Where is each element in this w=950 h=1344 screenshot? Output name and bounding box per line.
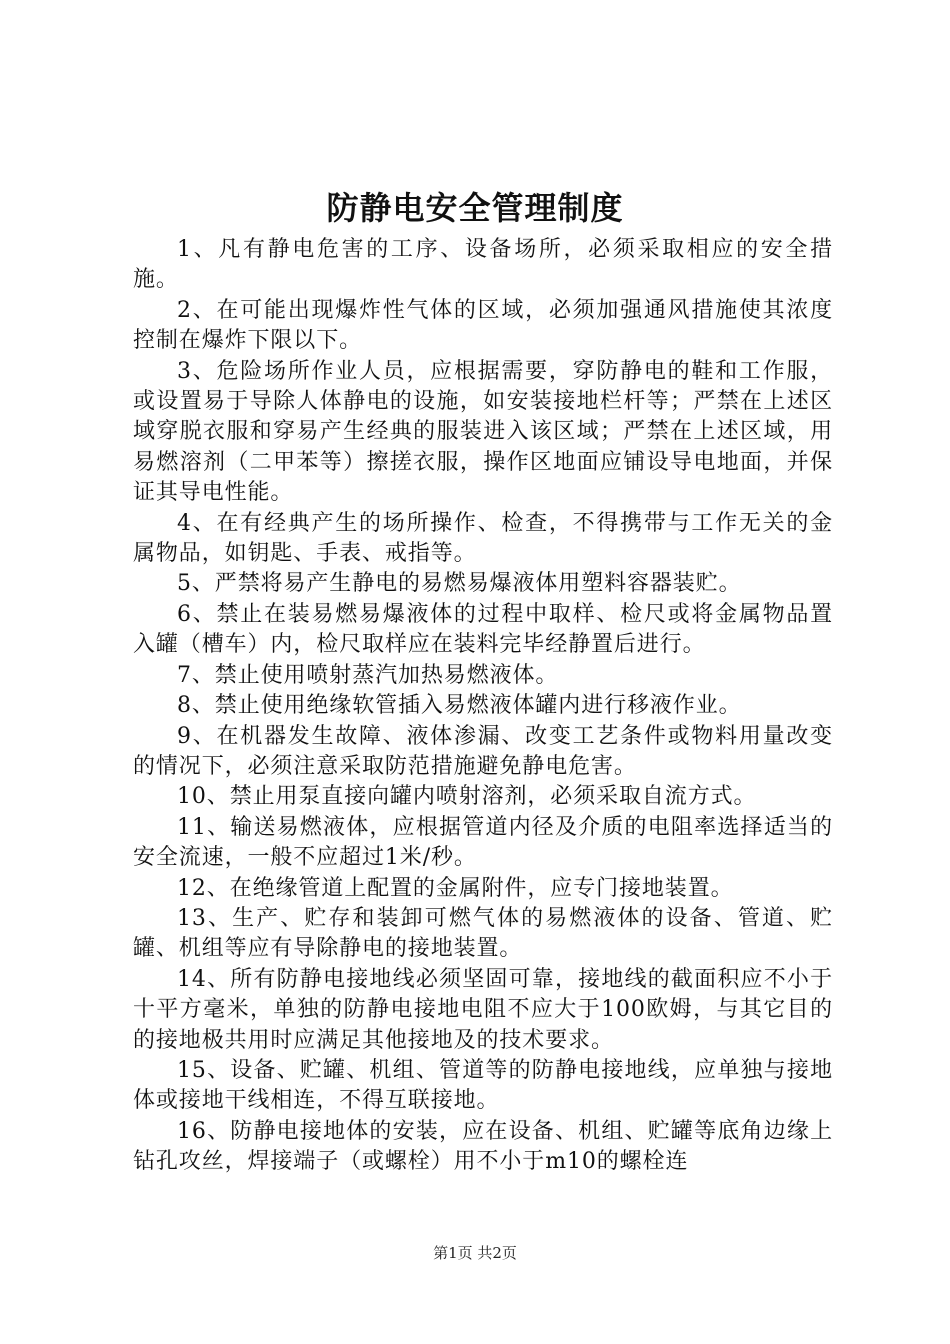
paragraph-8: 8、禁止使用绝缘软管插入易燃液体罐内进行移液作业。 [177, 693, 742, 719]
paragraph-11: 11、输送易燃液体，应根据管道内径及介质的电阻率选择适当的安全流速，一般不应超过1米/秒。 [133, 814, 833, 871]
paragraph-10: 10、禁止用泵直接向罐内喷射溶剂，必须采取自流方式。 [177, 784, 757, 810]
document-title: 防静电安全管理制度 [326, 189, 624, 227]
paragraph-9: 9、在机器发生故障、液体渗漏、改变工艺条件或物料用量改变的情况下，必须注意采取防范措施避免静电危害。 [133, 723, 833, 779]
paragraph-1: 1、凡有静电危害的工序、设备场所，必须采取相应的安全措施。 [133, 237, 833, 293]
paragraph-7: 7、禁止使用喷射蒸汽加热易燃液体。 [177, 662, 559, 688]
paragraph-15: 15、设备、贮罐、机组、管道等的防静电接地线，应单独与接地体或接地干线相连，不得互联接地。 [133, 1057, 833, 1114]
paragraph-16: 16、防静电接地体的安装，应在设备、机组、贮罐等底角边缘上钻孔攻丝，焊接端子（或螺栓）用不小于m10的螺栓连 [133, 1118, 833, 1175]
page-number-footer: 第1页 共2页 [433, 1244, 517, 1262]
paragraph-13: 13、生产、贮存和装卸可燃气体的易燃液体的设备、管道、贮罐、机组等应有导除静电的接地装置。 [133, 905, 833, 962]
document-body [133, 235, 833, 1178]
paragraph-4: 4、在有经典产生的场所操作、检查，不得携带与工作无关的金属物品，如钥匙、手表、戒指等。 [133, 510, 833, 567]
paragraph-5: 5、严禁将易产生静电的易燃易爆液体用塑料容器装贮。 [177, 571, 742, 597]
paragraph-2: 2、在可能出现爆炸性气体的区域，必须加强通风措施使其浓度控制在爆炸下限以下。 [133, 297, 833, 354]
paragraph-6: 6、禁止在装易燃易爆液体的过程中取样、检尺或将金属物品置入罐（槽车）内，检尺取样应在装料完毕经静置后进行。 [133, 601, 833, 658]
paragraph-14: 14、所有防静电接地线必须坚固可靠，接地线的截面积应不小于十平方毫米，单独的防静电接地电阻不应大于100欧姆，与其它目的的接地极共用时应满足其他接地及的技术要求。 [133, 966, 833, 1053]
paragraph-12: 12、在绝缘管道上配置的金属附件，应专门接地装置。 [177, 875, 734, 901]
paragraph-3: 3、危险场所作业人员，应根据需要，穿防静电的鞋和工作服，或设置易于导除人体静电的设施，如安装接地栏杆等；严禁在上述区域穿脱衣服和穿易产生经典的服装进入该区域；严禁在上述区域，用易燃溶剂（二甲苯等）擦搓衣服，操作区地面应铺设导电地面，并保证其导电性能。 [133, 358, 833, 506]
